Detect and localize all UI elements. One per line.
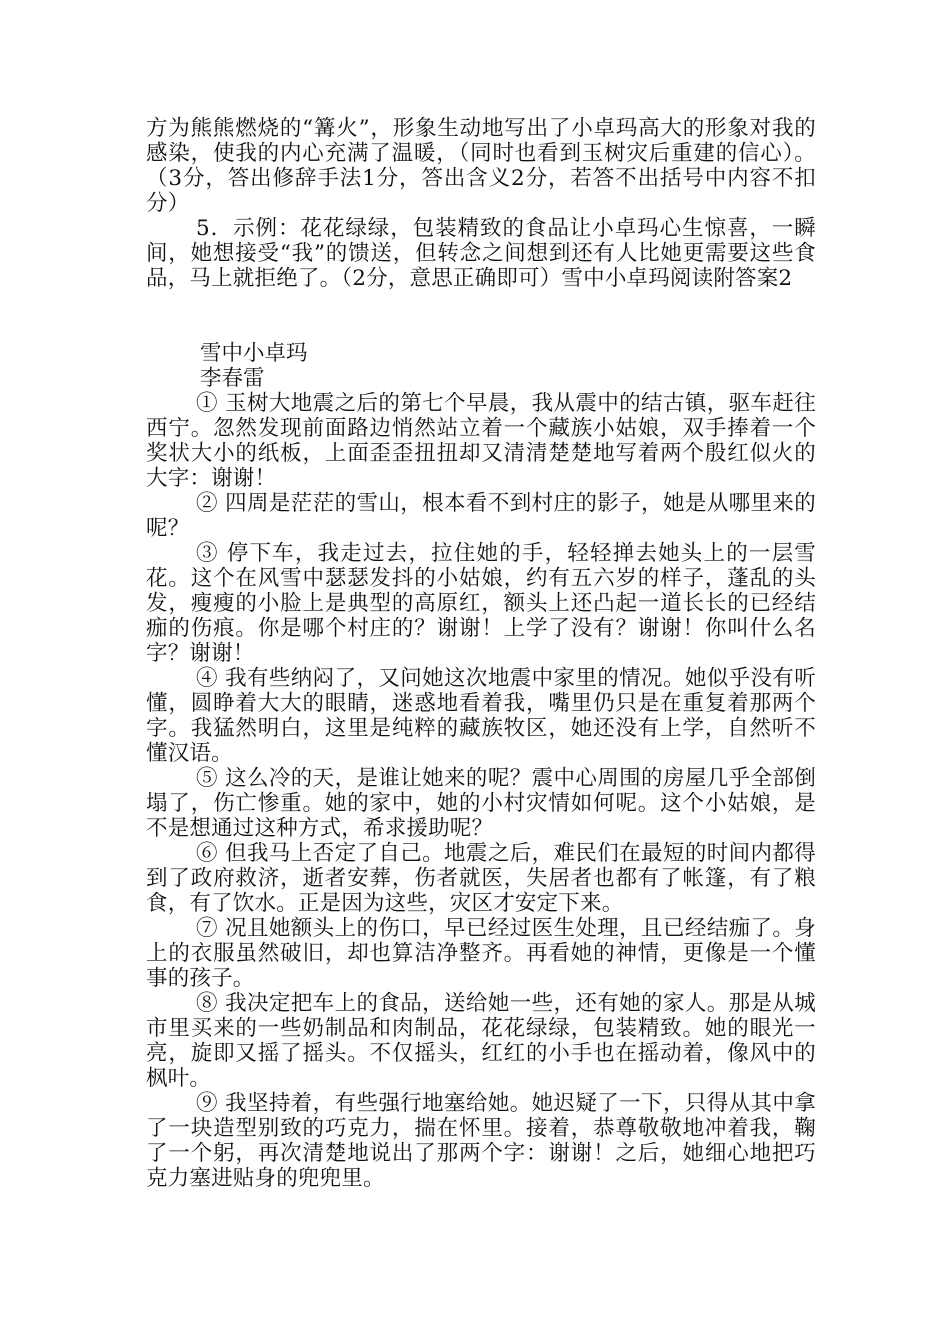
document-page [146, 116, 816, 1191]
story-paragraph-8: ⑧ 我决定把车上的食品，送给她一些，还有她的家人。那是从城市里买来的一些奶制品和肉制品，花花绿绿，包装精致。她的眼光一亮，旋即又摇了摇头。不仅摇头，红红的小手也在摇动着，像风中的枫叶。 [146, 991, 816, 1091]
story-paragraph-6: ⑥ 但我马上否定了自己。地震之后，难民们在最短的时间内都得到了政府救济，逝者安葬，伤者就医，失居者也都有了帐篷，有了粮食，有了饮水。正是因为这些，灾区才安定下来。 [146, 841, 816, 916]
story-paragraph-3: ③ 停下车，我走过去，拉住她的手，轻轻掸去她头上的一层雪花。这个在风雪中瑟瑟发抖的小姑娘，约有五六岁的样子，蓬乱的头发，瘦瘦的小脸上是典型的高原红，额头上还凸起一道长长的已经结痂的伤痕。你是哪个村庄的？谢谢！上学了没有？谢谢！你叫什么名字？谢谢！ [146, 541, 816, 666]
answer-5: 5．示例：花花绿绿，包装精致的食品让小卓玛心生惊喜，一瞬间，她想接受“我”的馈送，但转念之间想到还有人比她更需要这些食品，马上就拒绝了。（2分，意思正确即可）雪中小卓玛阅读附答案2 [146, 216, 816, 291]
story-paragraph-4: ④ 我有些纳闷了，又问她这次地震中家里的情况。她似乎没有听懂，圆睁着大大的眼睛，迷惑地看着我，嘴里仍只是在重复着那两个字。我猛然明白，这里是纯粹的藏族牧区，她还没有上学，自然听不懂汉语。 [146, 666, 816, 766]
story-paragraph-7: ⑦ 况且她额头上的伤口，早已经过医生处理，且已经结痂了。身上的衣服虽然破旧，却也算洁净整齐。再看她的神情，更像是一个懂事的孩子。 [146, 916, 816, 991]
story-title: 雪中小卓玛 [200, 341, 308, 366]
story-paragraph-2: ② 四周是茫茫的雪山，根本看不到村庄的影子，她是从哪里来的呢？ [146, 491, 816, 541]
story-author: 李春雷 [200, 366, 265, 391]
answer-4-continuation: 方为熊熊燃烧的“篝火”，形象生动地写出了小卓玛高大的形象对我的感染，使我的内心充满了温暖，（同时也看到玉树灾后重建的信心）。（3分，答出修辞手法1分，答出含义2分，若答不出括号中内容不扣分） [146, 116, 816, 216]
story-paragraph-1: ① 玉树大地震之后的第七个早晨，我从震中的结古镇，驱车赶往西宁。忽然发现前面路边悄然站立着一个藏族小姑娘，双手捧着一个奖状大小的纸板，上面歪歪扭扭却又清清楚楚地写着两个殷红似火的大字：谢谢！ [146, 391, 816, 491]
story-paragraph-5: ⑤ 这么冷的天，是谁让她来的呢？震中心周围的房屋几乎全部倒塌了，伤亡惨重。她的家中，她的小村灾情如何呢。这个小姑娘，是不是想通过这种方式，希求援助呢？ [146, 766, 816, 841]
section-gap [146, 291, 816, 341]
story-paragraph-9: ⑨ 我坚持着，有些强行地塞给她。她迟疑了一下，只得从其中拿了一块造型别致的巧克力，揣在怀里。接着，恭尊敬敬地冲着我，鞠了一个躬，再次清楚地说出了那两个字：谢谢！之后，她细心地把巧克力塞进贴身的兜兜里。 [146, 1091, 816, 1191]
